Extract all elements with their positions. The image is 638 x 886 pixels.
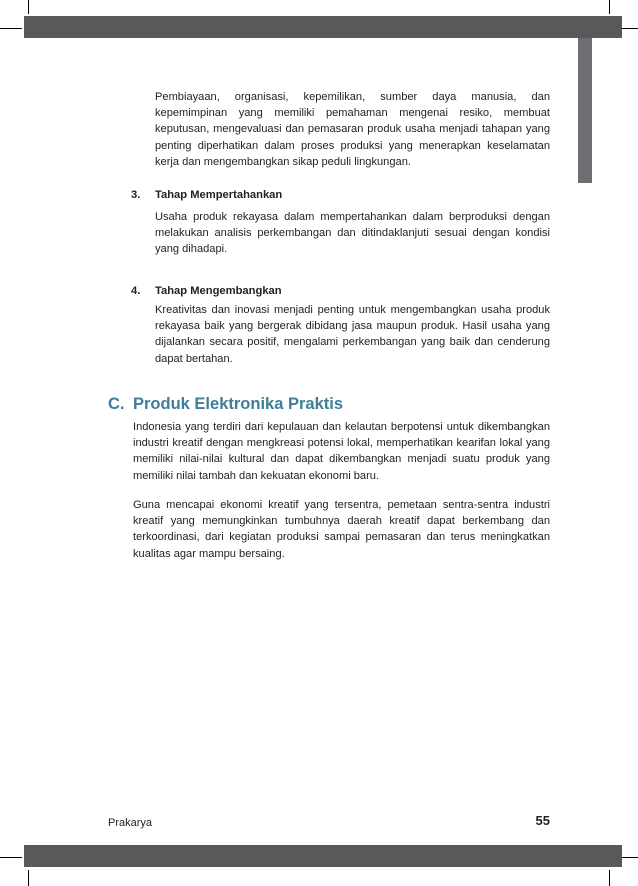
footer-bar: [24, 845, 622, 867]
section-letter: C.: [108, 395, 125, 413]
footer-book-title: Prakarya: [108, 817, 153, 829]
crop-mark-bottom-right-v: [609, 870, 610, 886]
continuation-paragraph: Pembiayaan, organisasi, kepemilikan, sumber daya manusia, dan kepemimpinan yang memiliki pemahaman mengenai resiko, membuat keputusan, mengevaluasi dan pemasaran produk usaha menjadi tahapan yang penting diperhatikan dalam proses produksi yang menerapkan keselamatan kerja dan mengembangkan sikap peduli lingkungan.: [155, 91, 550, 168]
item-text-4: Kreativitas dan inovasi menjadi penting untuk mengembangkan usaha produk rekayasa baik yang bergerak dibidang jasa maupun produk. Hasil usaha yang dijalankan secara positif, mengalami perkembangan yang baik dan cenderung dapat bertahan.: [155, 304, 550, 365]
side-tab-bar: [578, 38, 592, 183]
item-number-3: 3.: [131, 189, 141, 201]
crop-mark-bottom-left-h: [0, 857, 22, 858]
crop-mark-bottom-left-v: [28, 870, 29, 886]
section-paragraph-1: Indonesia yang terdiri dari kepulauan dan kelautan berpotensi untuk dikembangkan industri kreatif dengan mengkreasi potensi lokal, memperhatikan kearifan lokal yang memiliki nilai-nilai kultural dan dapat dikembangkan menjadi suatu produk yang memiliki nilai tambah dan kekuatan ekonomi baru.: [133, 421, 550, 482]
item-heading-3: Tahap Mempertahankan: [155, 189, 283, 201]
section-paragraph-2: Guna mencapai ekonomi kreatif yang tersentra, pemetaan sentra-sentra industri kreatif yang memungkinkan tumbuhnya daerah kreatif dapat berkembang dan terkoordinasi, dari kegiatan produksi sampai pemasaran dan terus meningkatkan kualitas agar mampu bersaing.: [133, 499, 550, 560]
header-bar: [24, 16, 622, 38]
item-heading-4: Tahap Mengembangkan: [155, 285, 282, 297]
section-title: Produk Elektronika Praktis: [133, 395, 343, 413]
footer-page-number: 55: [535, 813, 550, 828]
crop-mark-top-left-h: [0, 28, 22, 29]
crop-mark-top-left-v: [28, 0, 29, 14]
crop-mark-top-right-v: [609, 0, 610, 14]
item-text-3: Usaha produk rekayasa dalam mempertahankan dalam berproduksi dengan melakukan analisis perkembangan dan ditindaklanjuti sesuai dengan kondisi yang dihadapi.: [155, 211, 550, 256]
item-number-4: 4.: [131, 285, 141, 297]
